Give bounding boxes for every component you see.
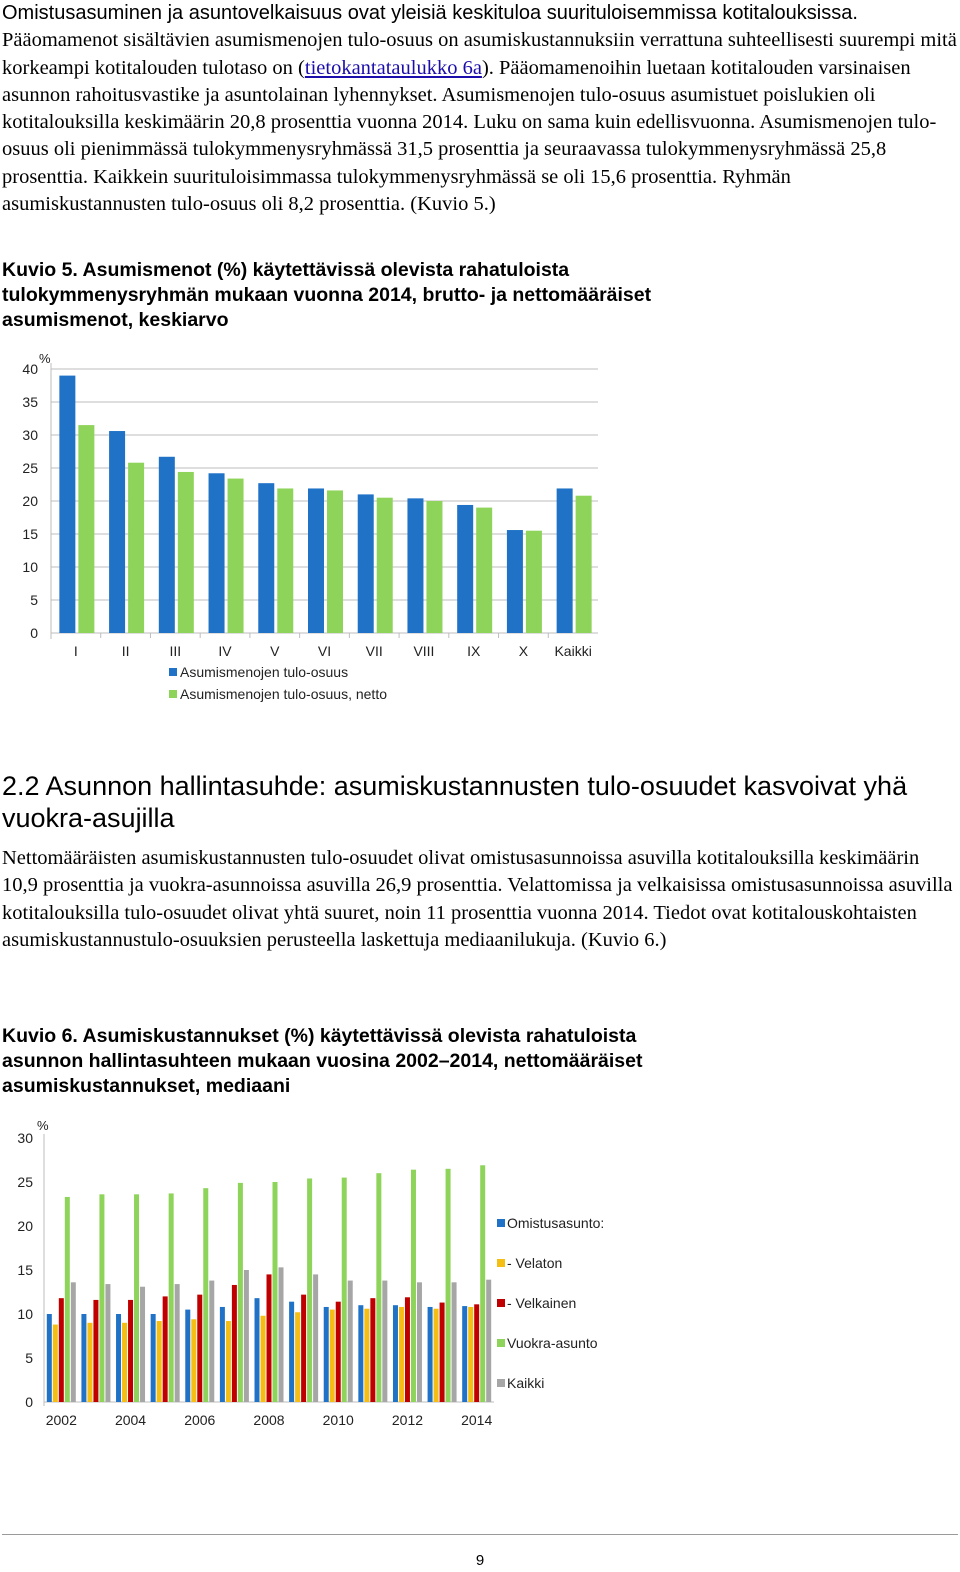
bar-2011-series3 <box>370 1298 375 1402</box>
x-tick-label: 2002 <box>45 1412 77 1428</box>
intro-text-part2: ). Pääomamenoihin luetaan kotitalouden varsinaisen asunnon rahoitusvastike ja asuntolainan lyhennykset. Asumismenojen tulo-osuus asumistuet poislukien oli kotitalouksilla keskimäärin 20,8 prosenttia vuonna 2014. Luku on sama kuin edellisvuonna. Asumismenojen tulo-osuus oli pienimmässä tulokymmenysryhmässä 31,5 prosenttia ja seuraavassa tulokymmenysryhmässä 25,8 prosenttia. Kaikkein suurituloisimmassa tulokymmenysryhmässä se oli 15,6 prosenttia. Ryhmän asumiskustannusten tulo-osuus oli 8,2 prosenttia. (Kuvio 5.) <box>2 56 937 216</box>
bar-net-VIII <box>426 501 442 633</box>
y-tick-label: 15 <box>17 1262 33 1278</box>
legend-swatch <box>497 1379 505 1387</box>
bar-2009-series3 <box>301 1295 306 1402</box>
legend-label: Kaikki <box>507 1375 545 1391</box>
bar-2004-series4 <box>134 1194 139 1402</box>
bar-2008-series5 <box>279 1267 284 1402</box>
bar-2012-series4 <box>411 1170 416 1402</box>
bar-2011-series5 <box>382 1281 387 1402</box>
bar-2009-series5 <box>313 1274 318 1402</box>
x-tick-label: 2014 <box>461 1412 493 1428</box>
legend-swatch <box>497 1259 505 1267</box>
y-tick-label: 15 <box>22 526 38 542</box>
bar-net-X <box>526 531 542 633</box>
bar-2014-series5 <box>486 1280 491 1402</box>
legend-label: Asumismenojen tulo-osuus <box>180 664 349 680</box>
bar-2010-series2 <box>330 1310 335 1402</box>
bar-2007-series4 <box>238 1183 243 1402</box>
database-table-link[interactable]: tietokantataulukko 6a <box>304 56 482 79</box>
y-tick-label: 20 <box>17 1218 33 1234</box>
x-tick-label: VI <box>317 643 332 659</box>
bar-2010-series1 <box>324 1307 329 1402</box>
y-tick-label: 10 <box>17 1306 33 1322</box>
figure5-title: Asumismenot (%) käytettävissä olevista rahatuloista tulokymmenysryhmän mukaan vuonna 2014, brutto- ja nettomääräiset asumismenot, keskiarvo <box>2 259 652 331</box>
x-tick-label: V <box>270 643 280 659</box>
bar-2012-series2 <box>399 1307 404 1402</box>
bar-gross-III <box>159 457 175 633</box>
bar-2002-series1 <box>47 1314 52 1402</box>
y-tick-label: 25 <box>17 1174 33 1190</box>
x-tick-label: IX <box>467 643 481 659</box>
bar-2012-series5 <box>417 1282 422 1402</box>
x-tick-label: X <box>518 643 529 659</box>
intro-text-part1: Pääomamenot sisältävien asumismenojen tulo-osuus on asumiskustannuksiin verrattuna suhteellisesti suurempi mitä korkeampi kotitalouden tulotaso on ( <box>2 29 957 79</box>
bar-2011-series4 <box>376 1173 381 1402</box>
y-tick-label: 5 <box>25 1350 33 1366</box>
bar-2003-series5 <box>105 1284 110 1402</box>
y-tick-label: 10 <box>22 559 38 575</box>
bar-2006-series1 <box>185 1310 190 1402</box>
bar-2003-series3 <box>93 1300 98 1402</box>
bar-2008-series3 <box>267 1274 272 1402</box>
bar-2012-series3 <box>405 1297 410 1402</box>
x-tick-label: Kaikki <box>554 643 592 659</box>
bar-gross-X <box>507 530 523 633</box>
bar-2005-series3 <box>163 1296 168 1402</box>
bar-net-VII <box>377 498 393 633</box>
bar-2009-series1 <box>289 1302 294 1402</box>
page-number: 9 <box>475 1552 485 1569</box>
bar-2007-series2 <box>226 1321 231 1402</box>
y-tick-label: 0 <box>30 625 38 641</box>
section-heading: 2.2 Asunnon hallintasuhde: asumiskustannusten tulo-osuudet kasvoivat yhä vuokra-asujilla <box>2 771 908 833</box>
bar-2009-series4 <box>307 1178 312 1402</box>
y-tick-label: 30 <box>17 1130 33 1146</box>
bar-net-V <box>277 488 293 633</box>
bar-2013-series3 <box>440 1303 445 1402</box>
bar-net-IX <box>476 508 492 633</box>
bar-2007-series1 <box>220 1307 225 1402</box>
legend-label: Asumismenojen tulo-osuus, netto <box>180 686 387 702</box>
bar-2008-series4 <box>273 1182 278 1402</box>
bar-2006-series2 <box>191 1319 196 1402</box>
bar-2005-series2 <box>157 1321 162 1402</box>
bar-2003-series4 <box>99 1194 104 1402</box>
legend-label: Vuokra-asunto <box>507 1335 598 1351</box>
bar-2008-series1 <box>255 1298 260 1402</box>
bar-2003-series2 <box>87 1323 92 1402</box>
x-tick-label: VIII <box>413 643 435 659</box>
bar-2013-series4 <box>446 1169 451 1402</box>
bar-2007-series3 <box>232 1285 237 1402</box>
bar-2005-series4 <box>169 1193 174 1402</box>
x-tick-label: VII <box>365 643 383 659</box>
bar-net-IV <box>228 479 244 633</box>
bar-2005-series5 <box>175 1284 180 1402</box>
x-tick-label: II <box>121 643 130 659</box>
y-tick-label: 40 <box>22 361 38 377</box>
y-tick-label: 30 <box>22 427 38 443</box>
legend-swatch <box>169 690 177 698</box>
bar-2010-series3 <box>336 1302 341 1402</box>
bar-2002-series4 <box>65 1197 70 1402</box>
bar-gross-VII <box>358 494 374 633</box>
bar-2009-series2 <box>295 1312 300 1402</box>
legend-swatch <box>497 1219 505 1227</box>
x-tick-label: 2012 <box>391 1412 424 1428</box>
bar-2013-series1 <box>428 1307 433 1402</box>
figure5-bar-chart <box>0 345 620 715</box>
bar-net-VI <box>327 490 343 633</box>
y-tick-label: 25 <box>22 460 38 476</box>
bar-gross-II <box>109 431 125 633</box>
bar-gross-IV <box>209 473 225 633</box>
bar-2005-series1 <box>151 1314 156 1402</box>
bar-2006-series5 <box>209 1281 214 1402</box>
legend-label: Omistusasunto: <box>507 1215 605 1231</box>
bar-net-I <box>78 425 94 633</box>
figure6-title: Asumiskustannukset (%) käytettävissä olevista rahatuloista asunnon hallintasuhteen mukaan vuosina 2002–2014, nettomääräiset asumiskustannukset, mediaani <box>2 1025 643 1097</box>
bar-2004-series3 <box>128 1300 133 1402</box>
figure6-bar-chart <box>0 1110 660 1435</box>
legend-swatch <box>497 1339 505 1347</box>
bar-2006-series4 <box>203 1188 208 1402</box>
bar-gross-I <box>59 376 75 633</box>
intro-paragraph <box>2 0 958 218</box>
y-tick-label: 5 <box>30 592 38 608</box>
bar-2004-series1 <box>116 1314 121 1402</box>
x-tick-label: 2004 <box>114 1412 147 1428</box>
section-paragraph: Nettomääräisten asumiskustannusten tulo-osuudet olivat omistusasunnoissa asuvilla kotitalouksilla keskimäärin 10,9 prosenttia ja vuokra-asunnoissa asuvilla 26,9 prosenttia. Velattomissa ja velkaisissa omistusasunnoissa asuvilla kotitalouksilla tulo-osuudet olivat yhtä suuret, noin 11 prosenttia vuonna 2014. Tiedot ovat kotitalouskohtaisten asumiskustannustulo-osuuksien perusteella laskettuja mediaanilukuja. (Kuvio 6.) <box>2 847 953 951</box>
bar-net-III <box>178 472 194 633</box>
legend-label: - Velkainen <box>507 1295 577 1311</box>
bar-2014-series4 <box>480 1165 485 1402</box>
bar-2014-series2 <box>468 1307 473 1402</box>
bar-2010-series4 <box>342 1178 347 1402</box>
figure5-label: Kuvio 5. <box>2 259 78 281</box>
bar-2002-series2 <box>53 1325 58 1402</box>
bar-2006-series3 <box>197 1295 202 1402</box>
legend-swatch <box>169 668 177 676</box>
x-tick-label: III <box>169 643 182 659</box>
y-tick-label: 35 <box>22 394 38 410</box>
x-tick-label: 2008 <box>253 1412 285 1428</box>
footer-divider <box>2 1534 958 1535</box>
bar-2011-series1 <box>358 1305 363 1402</box>
bar-2008-series2 <box>261 1316 266 1402</box>
y-axis-unit: % <box>39 351 51 366</box>
bar-gross-Kaikki <box>557 488 573 633</box>
x-tick-label: IV <box>218 643 232 659</box>
intro-first-line: Omistusasuminen ja asuntovelkaisuus ovat yleisiä keskituloa suurituloisemmissa kotitalouksissa. <box>2 2 858 24</box>
bar-2002-series3 <box>59 1298 64 1402</box>
y-tick-label: 0 <box>25 1394 33 1410</box>
x-tick-label: 2006 <box>184 1412 216 1428</box>
bar-2002-series5 <box>71 1282 76 1402</box>
bar-2003-series1 <box>81 1314 86 1402</box>
bar-net-II <box>128 463 144 633</box>
bar-2013-series5 <box>452 1282 457 1402</box>
bar-gross-V <box>258 483 274 633</box>
y-tick-label: 20 <box>22 493 38 509</box>
bar-gross-VI <box>308 488 324 633</box>
bar-2004-series2 <box>122 1323 127 1402</box>
legend-label: - Velaton <box>507 1255 563 1271</box>
bar-2007-series5 <box>244 1270 249 1402</box>
x-tick-label: 2010 <box>322 1412 354 1428</box>
figure6-caption <box>2 1024 702 1099</box>
bar-2011-series2 <box>364 1309 369 1402</box>
bar-2014-series3 <box>474 1304 479 1402</box>
bar-2010-series5 <box>348 1281 353 1402</box>
bar-net-Kaikki <box>576 496 592 633</box>
bar-2012-series1 <box>393 1305 398 1402</box>
figure6-label: Kuvio 6. <box>2 1025 78 1047</box>
bar-2004-series5 <box>140 1287 145 1402</box>
bar-2014-series1 <box>462 1306 467 1402</box>
figure5-caption <box>2 258 702 333</box>
bar-2013-series2 <box>434 1309 439 1402</box>
legend-swatch <box>497 1299 505 1307</box>
bar-gross-VIII <box>407 498 423 633</box>
y-axis-unit: % <box>37 1118 49 1133</box>
bar-gross-IX <box>457 505 473 633</box>
x-tick-label: I <box>73 643 78 659</box>
